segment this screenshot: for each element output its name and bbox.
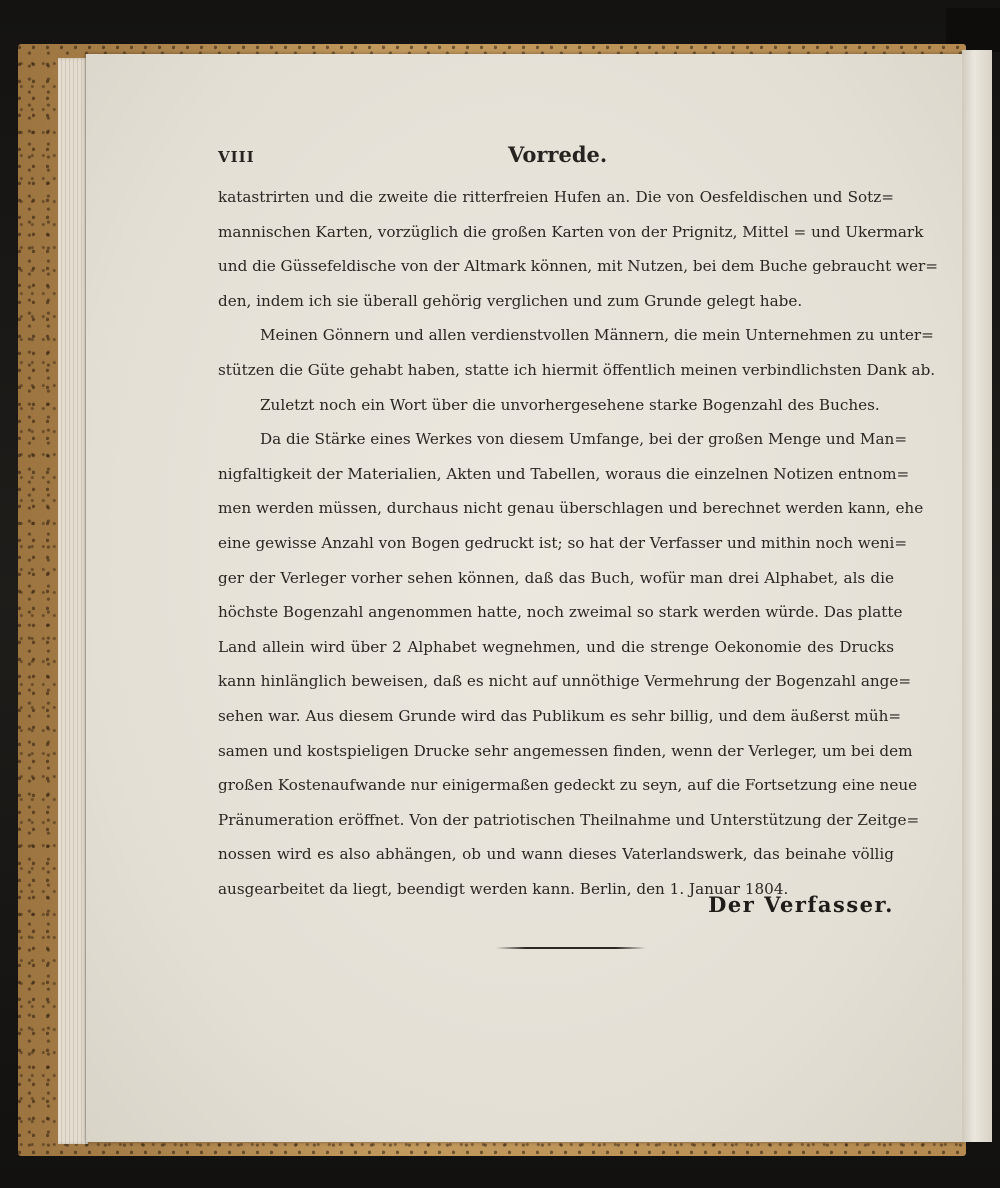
text-line: nossen wird es also abhängen, ob und wann dieses Vaterlandswerk, das beinahe völlig (218, 845, 894, 864)
end-ornament-rule (496, 947, 646, 949)
text-line: kann hinlänglich beweisen, daß es nicht auf unnöthige Vermehrung der Bogenzahl ange= (218, 672, 912, 691)
page-number: VIII (218, 148, 255, 166)
text-line: katastrirten und die zweite die ritterfreien Hufen an. Die von Oesfeldischen und Sotz= (218, 188, 894, 206)
text-line: Pränumeration eröffnet. Von der patriotischen Theilnahme und Unterstützung der Zeitge= (218, 810, 920, 829)
text-line: Land allein wird über 2 Alphabet wegnehmen, und die strenge Oekonomie des Drucks (218, 637, 894, 656)
text-line: höchste Bogenzahl angenommen hatte, noch zweimal so stark werden würde. Das platte (218, 603, 903, 622)
page-stack-edges (58, 58, 88, 1144)
text-line: mannischen Karten, vorzüglich die großen Karten von der Prignitz, Mittel = und Ukermark (218, 222, 924, 241)
running-head: Vorrede. (508, 142, 608, 167)
right-page-leaf (962, 50, 992, 1142)
text-line: ger der Verleger vorher sehen können, daß das Buch, wofür man drei Alphabet, als die (218, 568, 894, 587)
text-line: Da die Stärke eines Werkes von diesem Umfange, bei der großen Menge und Man= (260, 430, 908, 449)
text-line: großen Kostenaufwande nur einigermaßen gedeckt zu seyn, auf die Fortsetzung eine neue (218, 776, 918, 795)
text-line: nigfaltigkeit der Materialien, Akten und Tabellen, woraus die einzelnen Notizen entnom= (218, 464, 910, 483)
text-line: Zuletzt noch ein Wort über die unvorhergesehene starke Bogenzahl des Buches. (260, 395, 880, 414)
preface-text (218, 180, 938, 906)
text-line: samen und kostspieligen Drucke sehr angemessen finden, wenn der Verleger, um bei dem (218, 741, 913, 760)
text-line: stützen die Güte gehabt haben, statte ich hiermit öffentlich meinen verbindlichsten Dank ab. (218, 360, 936, 379)
author-signature: Der Verfasser. (708, 892, 894, 917)
text-line: den, indem ich sie überall gehörig verglichen und zum Grunde gelegt habe. (218, 291, 803, 310)
text-line: ausgearbeitet da liegt, beendigt werden kann. Berlin, den 1. Januar 1804. (218, 879, 789, 898)
text-line: sehen war. Aus diesem Grunde wird das Publikum es sehr billig, und dem äußerst müh= (218, 706, 902, 725)
text-line: men werden müssen, durchaus nicht genau überschlagen und berechnet werden kann, ehe (218, 499, 924, 518)
text-line: Meinen Gönnern und allen verdienstvollen Männern, die mein Unternehmen zu unter= (260, 326, 934, 345)
page-header (218, 140, 888, 172)
text-line: eine gewisse Anzahl von Bogen gedruckt ist; so hat der Verfasser und mithin noch weni= (218, 533, 908, 552)
text-line: und die Güssefeldische von der Altmark können, mit Nutzen, bei dem Buche gebraucht wer= (218, 257, 938, 276)
